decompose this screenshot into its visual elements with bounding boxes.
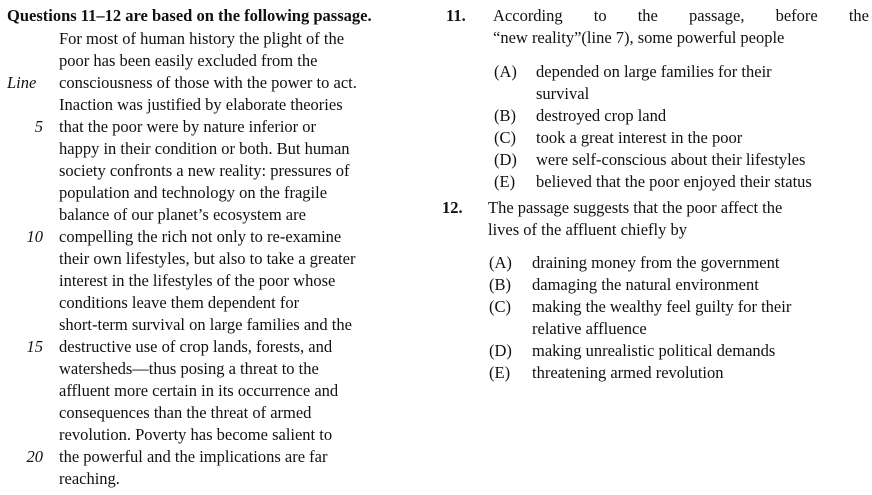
option-letter[interactable]: (C) bbox=[489, 297, 511, 316]
passage-line: revolution. Poverty has become salient to bbox=[59, 425, 333, 444]
option-text[interactable]: destroyed crop land bbox=[536, 106, 667, 125]
option-text[interactable]: depended on large families for their bbox=[536, 62, 772, 81]
passage-line: reaching. bbox=[59, 469, 120, 488]
passage-line: destructive use of crop lands, forests, and bbox=[59, 337, 333, 356]
question-stem: The passage suggests that the poor affect the bbox=[488, 198, 783, 217]
passage-line: conditions leave them dependent for bbox=[59, 293, 300, 312]
option-text[interactable]: damaging the natural environment bbox=[532, 275, 759, 294]
option-text[interactable]: draining money from the government bbox=[532, 253, 780, 272]
question-number: 11. bbox=[446, 6, 466, 25]
option-text[interactable]: making the wealthy feel guilty for their bbox=[532, 297, 792, 316]
option-letter[interactable]: (B) bbox=[494, 106, 516, 125]
option-letter[interactable]: (E) bbox=[489, 363, 511, 382]
option-letter[interactable]: (E) bbox=[494, 172, 516, 191]
line-number: 15 bbox=[26, 337, 43, 356]
question-stem: “new reality”(line 7), some powerful people bbox=[493, 28, 785, 47]
passage-line: consciousness of those with the power to act. bbox=[59, 73, 357, 92]
passage-line: happy in their condition or both. But human bbox=[59, 139, 350, 158]
option-text[interactable]: threatening armed revolution bbox=[532, 363, 724, 382]
option-letter[interactable]: (A) bbox=[494, 62, 517, 81]
option-text[interactable]: survival bbox=[536, 84, 590, 103]
option-letter[interactable]: (C) bbox=[494, 128, 516, 147]
question-number: 12. bbox=[442, 198, 463, 217]
passage-line: that the poor were by nature inferior or bbox=[59, 117, 317, 136]
option-letter[interactable]: (D) bbox=[494, 150, 517, 169]
line-number: 5 bbox=[34, 117, 43, 136]
option-letter[interactable]: (D) bbox=[489, 341, 512, 360]
question-stem: According to the passage, before the bbox=[493, 6, 869, 25]
question-stem: lives of the affluent chiefly by bbox=[488, 220, 688, 239]
option-text[interactable]: took a great interest in the poor bbox=[536, 128, 743, 147]
passage-line: the powerful and the implications are far bbox=[59, 447, 328, 466]
passage-line: For most of human history the plight of the bbox=[59, 29, 345, 48]
passage-line: affluent more certain in its occurrence and bbox=[59, 381, 339, 400]
passage-heading: Questions 11–12 are based on the following passage. bbox=[7, 6, 372, 25]
passage-line: population and technology on the fragile bbox=[59, 183, 328, 202]
passage-line: short-term survival on large families and the bbox=[59, 315, 352, 334]
line-number: 20 bbox=[26, 447, 43, 466]
option-text[interactable]: believed that the poor enjoyed their status bbox=[536, 172, 812, 191]
option-text[interactable]: relative affluence bbox=[532, 319, 647, 338]
passage-line: interest in the lifestyles of the poor whose bbox=[59, 271, 336, 290]
passage-line: Inaction was justified by elaborate theories bbox=[59, 95, 343, 114]
passage-line: poor has been easily excluded from the bbox=[59, 51, 318, 70]
passage-line: society confronts a new reality: pressures of bbox=[59, 161, 350, 180]
option-letter[interactable]: (B) bbox=[489, 275, 511, 294]
passage-line: watersheds—thus posing a threat to the bbox=[59, 359, 319, 378]
line-label: Line bbox=[7, 73, 37, 92]
option-letter[interactable]: (A) bbox=[489, 253, 512, 272]
passage-line: balance of our planet’s ecosystem are bbox=[59, 205, 306, 224]
passage-line: consequences than the threat of armed bbox=[59, 403, 312, 422]
option-text[interactable]: were self-conscious about their lifestyles bbox=[536, 150, 806, 169]
passage-line: compelling the rich not only to re-examine bbox=[59, 227, 342, 246]
passage-line: their own lifestyles, but also to take a greater bbox=[59, 249, 356, 268]
option-text[interactable]: making unrealistic political demands bbox=[532, 341, 776, 360]
line-number: 10 bbox=[26, 227, 43, 246]
